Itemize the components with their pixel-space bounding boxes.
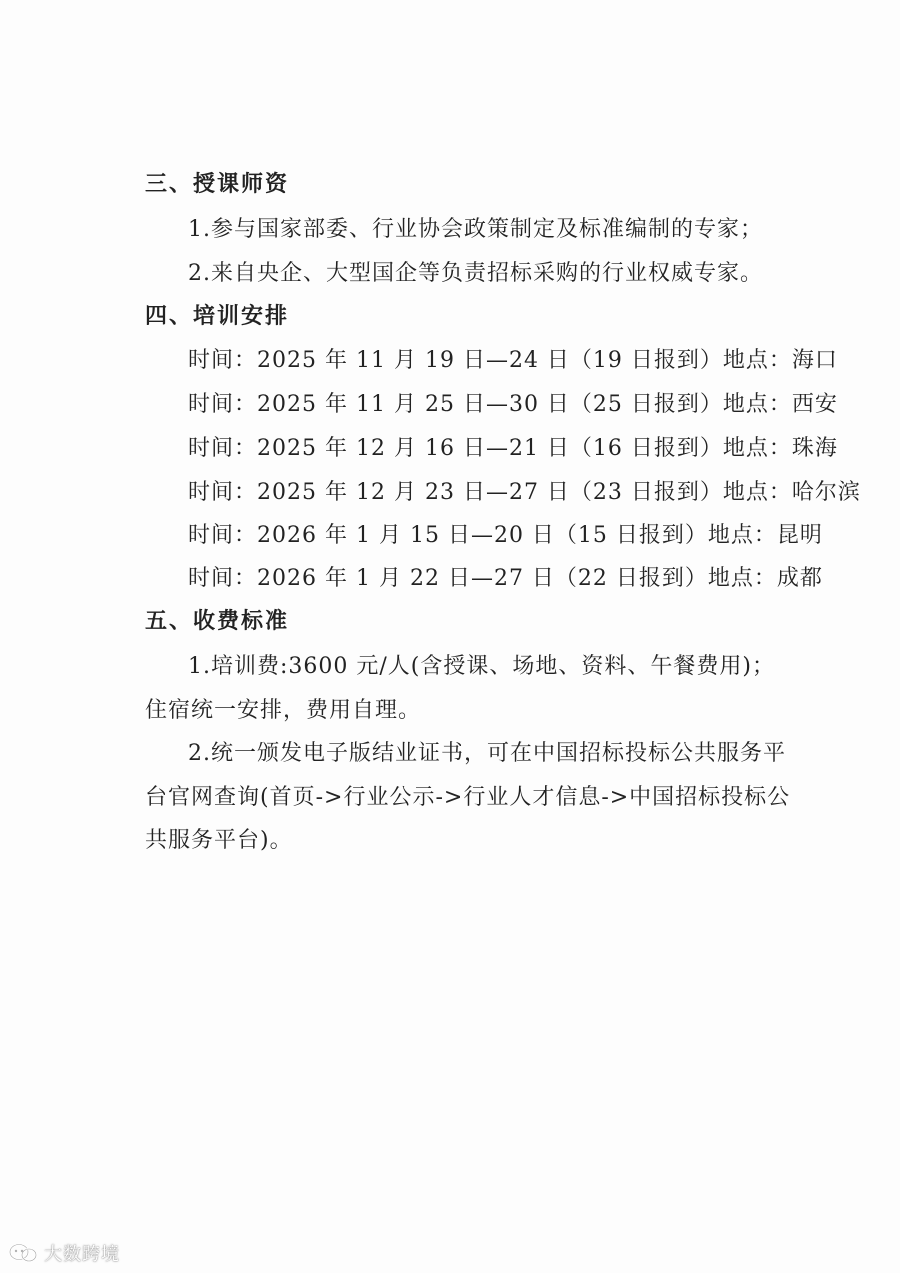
- certificate-line-1: 2.统一颁发电子版结业证书，可在中国招标投标公共服务平: [188, 741, 786, 766]
- schedule-row: 时间：2025 年 12 月 23 日—27 日（23 日报到）地点：哈尔滨: [188, 480, 861, 505]
- certificate-line-2: 台官网查询(首页->行业公示->行业人才信息->中国招标投标公: [145, 785, 791, 810]
- teachers-item-2: 2.来自央企、大型国企等负责招标采购的行业权威专家。: [188, 261, 763, 286]
- section-heading-teachers: 三、授课师资: [145, 172, 290, 197]
- wechat-bubble-logo-icon: [8, 1242, 38, 1264]
- schedule-row: 时间：2026 年 1 月 15 日—20 日（15 日报到）地点：昆明: [188, 523, 823, 548]
- schedule-row: 时间：2025 年 12 月 16 日—21 日（16 日报到）地点：珠海: [188, 436, 838, 461]
- schedule-row: 时间：2026 年 1 月 22 日—27 日（22 日报到）地点：成都: [188, 566, 823, 591]
- section-heading-fees: 五、收费标准: [145, 609, 290, 634]
- fee-line-1: 1.培训费:3600 元/人(含授课、场地、资料、午餐费用)；: [188, 654, 775, 679]
- teachers-item-1: 1.参与国家部委、行业协会政策制定及标准编制的专家；: [188, 217, 763, 242]
- fee-line-2: 住宿统一安排，费用自理。: [145, 698, 422, 723]
- watermark: [8, 1240, 120, 1266]
- certificate-line-3: 共服务平台)。: [145, 828, 293, 853]
- watermark-text: 大数跨境: [44, 1244, 120, 1265]
- schedule-row: 时间：2025 年 11 月 25 日—30 日（25 日报到）地点：西安: [188, 392, 838, 417]
- section-heading-schedule: 四、培训安排: [145, 304, 290, 329]
- schedule-row: 时间：2025 年 11 月 19 日—24 日（19 日报到）地点：海口: [188, 348, 838, 373]
